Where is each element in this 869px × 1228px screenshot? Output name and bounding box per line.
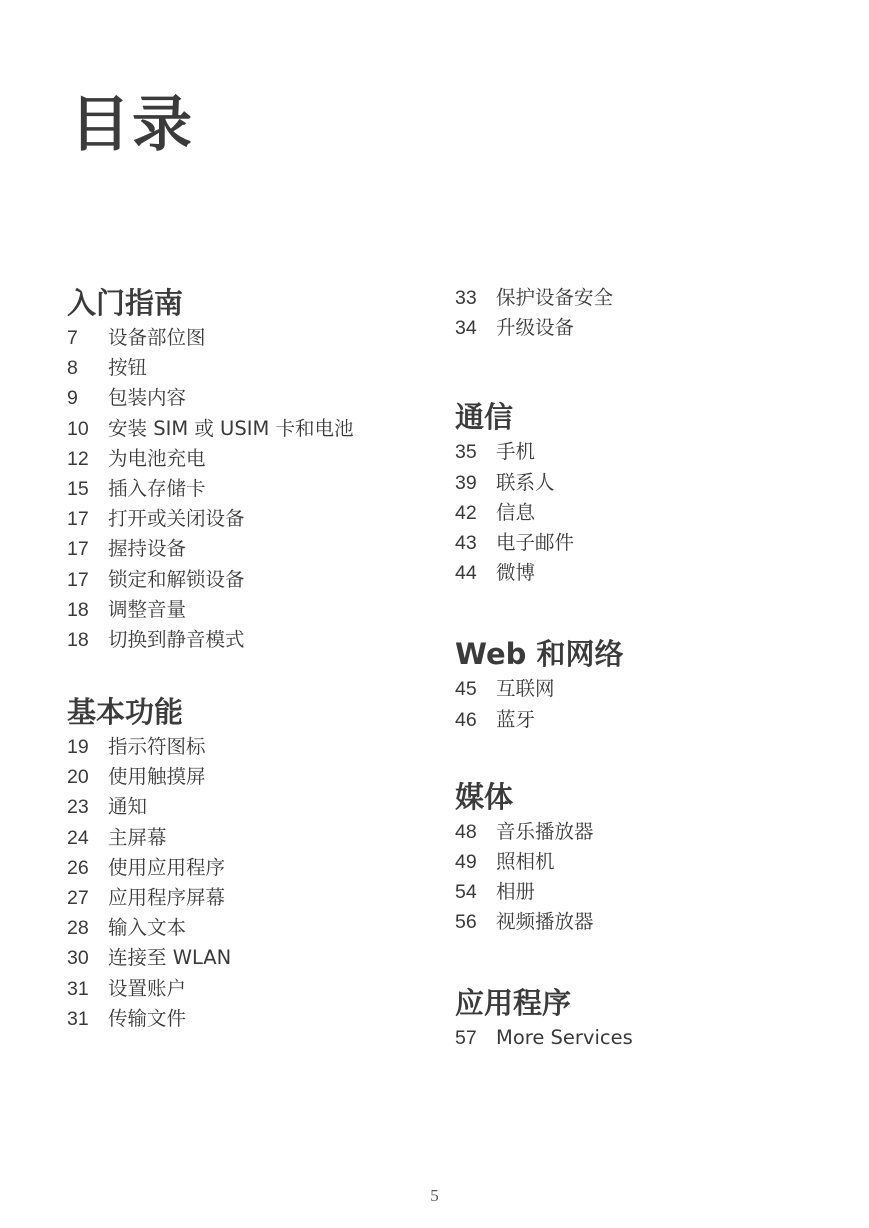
toc-entry-page: 8	[67, 357, 78, 380]
toc-entry-text: 视频播放器	[496, 910, 594, 934]
toc-entry-text: 联系人	[496, 470, 555, 494]
toc-section	[455, 397, 855, 588]
toc-entry-page: 17	[67, 508, 89, 531]
toc-entry-text: 连接至 WLAN	[108, 946, 232, 970]
toc-entry-text: 音乐播放器	[496, 819, 594, 843]
toc-entry-page: 23	[67, 796, 89, 819]
toc-entry[interactable]	[67, 474, 467, 504]
toc-entry[interactable]	[67, 595, 467, 625]
toc-entry[interactable]	[67, 625, 467, 655]
toc-entry-text: 包装内容	[108, 386, 187, 410]
section-title: Web 和网络	[455, 637, 624, 672]
toc-entry[interactable]	[67, 534, 467, 564]
toc-entry-page: 45	[455, 678, 477, 701]
toc-entry[interactable]	[67, 414, 467, 444]
toc-entry[interactable]	[455, 313, 855, 343]
toc-entry-text: 握持设备	[108, 537, 187, 561]
toc-section	[455, 634, 855, 734]
toc-entry-page: 7	[67, 327, 78, 349]
toc-entry-text: 为电池充电	[108, 446, 206, 470]
toc-entry-text: 使用触摸屏	[108, 765, 206, 789]
toc-entry-page: 48	[455, 820, 477, 843]
toc-entry-page: 18	[67, 628, 89, 651]
toc-entry-page: 18	[67, 598, 89, 621]
toc-entry-text: 相册	[496, 880, 536, 904]
toc-entry[interactable]	[455, 907, 855, 937]
section-title: 通信	[455, 400, 514, 435]
toc-right-column	[455, 283, 855, 1054]
toc-entry-page: 27	[67, 887, 89, 909]
section-title: 应用程序	[455, 986, 572, 1021]
toc-section	[67, 283, 467, 655]
toc-entry-text: More Services	[496, 1026, 633, 1050]
toc-left-column	[67, 283, 467, 1034]
toc-entry[interactable]	[67, 762, 467, 792]
toc-entry[interactable]	[67, 383, 467, 413]
toc-entry-page: 15	[67, 477, 89, 500]
toc-entry-text: 输入文本	[108, 916, 187, 940]
toc-entry-page: 43	[455, 531, 477, 554]
toc-entry[interactable]	[455, 437, 855, 467]
toc-entry[interactable]	[67, 913, 467, 943]
toc-entry-page: 26	[67, 856, 89, 879]
toc-entry-page: 31	[67, 977, 89, 1000]
toc-entry[interactable]	[455, 498, 855, 528]
toc-entry[interactable]	[455, 877, 855, 907]
toc-entry-list	[455, 283, 855, 343]
toc-entry-page: 31	[67, 1007, 89, 1030]
page-number: 5	[430, 1186, 439, 1205]
toc-entry[interactable]	[67, 353, 467, 383]
toc-entry[interactable]	[67, 732, 467, 762]
toc-entry-page: 34	[455, 317, 477, 340]
toc-entry[interactable]	[455, 283, 855, 313]
toc-entry[interactable]	[455, 674, 855, 704]
toc-section	[455, 983, 855, 1053]
toc-entry-text: 插入存储卡	[108, 476, 206, 500]
toc-entry-page: 12	[67, 447, 89, 470]
toc-entry-list	[455, 1023, 855, 1053]
toc-entry[interactable]	[67, 323, 467, 353]
toc-entry-text: 电子邮件	[496, 530, 575, 554]
toc-entry[interactable]	[67, 444, 467, 474]
page-title: 目录	[70, 90, 194, 160]
toc-entry[interactable]	[67, 504, 467, 534]
toc-entry[interactable]	[455, 558, 855, 588]
toc-entry-text: 信息	[496, 500, 536, 524]
toc-entry-page: 44	[455, 562, 477, 585]
toc-entry[interactable]	[455, 847, 855, 877]
toc-entry[interactable]	[67, 565, 467, 595]
section-title: 基本功能	[67, 695, 184, 730]
toc-section	[67, 692, 467, 1034]
toc-entry[interactable]	[67, 883, 467, 913]
toc-entry-text: 切换到静音模式	[108, 627, 245, 651]
toc-entry-text: 保护设备安全	[496, 286, 614, 309]
toc-entry-list	[455, 437, 855, 588]
toc-entry-text: 互联网	[496, 677, 555, 701]
toc-entry-list	[67, 323, 467, 655]
toc-entry-list	[455, 817, 855, 938]
toc-entry-page: 17	[67, 538, 89, 561]
toc-entry-page: 20	[67, 766, 89, 789]
toc-entry-page: 30	[67, 947, 89, 970]
toc-entry[interactable]	[67, 853, 467, 883]
toc-entry-page: 49	[455, 850, 477, 873]
toc-entry[interactable]	[455, 468, 855, 498]
toc-entry-page: 10	[67, 417, 89, 440]
toc-entry-text: 按钮	[108, 356, 148, 380]
section-title: 媒体	[455, 779, 514, 814]
toc-entry-page: 33	[455, 287, 477, 309]
toc-entry[interactable]	[455, 705, 855, 735]
toc-entry-text: 调整音量	[108, 597, 187, 621]
toc-entry-page: 9	[67, 387, 78, 410]
toc-entry-page: 39	[455, 471, 477, 494]
toc-entry-text: 设置账户	[108, 976, 187, 1000]
toc-entry-page: 57	[455, 1027, 477, 1050]
toc-entry[interactable]	[67, 792, 467, 822]
toc-entry-text: 手机	[496, 440, 536, 464]
toc-entry-page: 19	[67, 736, 89, 759]
toc-entry-text: 微博	[496, 561, 536, 585]
toc-entry-page: 17	[67, 568, 89, 591]
toc-entry-page: 28	[67, 917, 89, 940]
toc-entry[interactable]	[455, 528, 855, 558]
toc-entry-text: 使用应用程序	[108, 855, 226, 879]
toc-entry[interactable]	[67, 823, 467, 853]
toc-entry-page: 56	[455, 911, 477, 934]
toc-entry-text: 升级设备	[496, 316, 575, 340]
toc-entry-text: 锁定和解锁设备	[108, 567, 245, 591]
toc-entry[interactable]	[67, 1004, 467, 1034]
toc-entry-text: 传输文件	[108, 1006, 187, 1030]
toc-entry-page: 24	[67, 826, 89, 849]
toc-entry-text: 打开或关闭设备	[108, 507, 245, 531]
section-title: 入门指南	[67, 286, 184, 320]
toc-entry-page: 46	[455, 708, 477, 731]
toc-entry-page: 35	[455, 441, 477, 464]
toc-entry-list	[67, 732, 467, 1034]
toc-entry-text: 设备部位图	[108, 326, 206, 349]
toc-entry[interactable]	[455, 1023, 855, 1053]
toc-entry-text: 指示符图标	[108, 735, 206, 759]
toc-entry[interactable]	[67, 943, 467, 973]
toc-section	[455, 777, 855, 938]
toc-entry-text: 照相机	[496, 849, 555, 873]
toc-entry-text: 应用程序屏幕	[108, 886, 226, 909]
toc-entry-list	[455, 674, 855, 734]
toc-entry-page: 54	[455, 881, 477, 904]
toc-entry-text: 通知	[108, 795, 148, 819]
toc-entry-text: 安装 SIM 或 USIM 卡和电池	[108, 416, 354, 440]
toc-entry-text: 蓝牙	[496, 707, 536, 731]
toc-entry[interactable]	[455, 817, 855, 847]
toc-entry-page: 42	[455, 501, 477, 524]
toc-entry[interactable]	[67, 974, 467, 1004]
toc-section	[455, 283, 855, 343]
toc-entry-text: 主屏幕	[108, 825, 167, 849]
